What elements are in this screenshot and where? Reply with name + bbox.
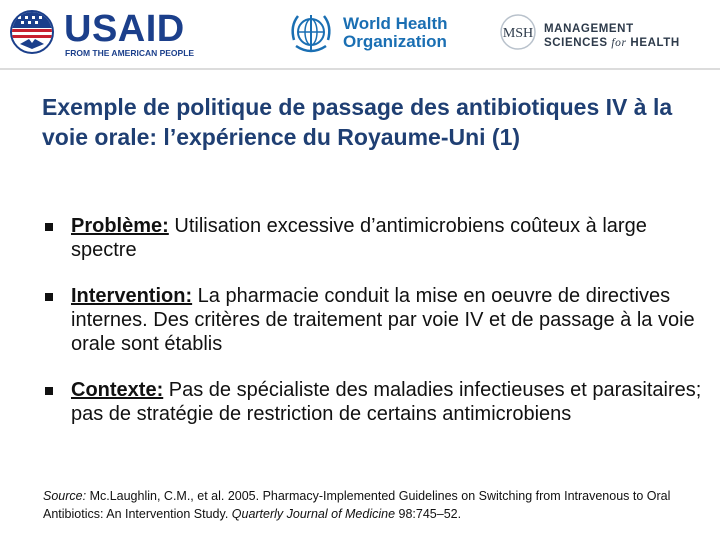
usaid-tagline: FROM THE AMERICAN PEOPLE [65,48,195,58]
msh-logo [498,12,698,52]
source-citation [43,487,703,523]
source-pages: 98:745–52. [395,507,462,521]
msh-mark-text: MSH [502,26,534,41]
logo-bar [0,0,720,66]
who-line-2: Organization [343,32,447,51]
msh-line-2-a: SCIENCES [544,36,612,49]
square-bullet-icon [45,387,53,395]
msh-wordmark [544,23,680,50]
source-journal: Quarterly Journal of Medicine [231,507,396,521]
who-wordmark [343,15,448,51]
square-bullet-icon [45,293,53,301]
source-label: Source: [43,489,87,503]
who-line-1: World Health [343,14,448,33]
usaid-wordmark: USAID [64,8,185,50]
bullet-label: Problème: [71,215,169,237]
bullet-label: Intervention: [71,285,193,307]
bullet-text: Utilisation excessive d’antimicrobiens coûteux à large spectre [71,215,647,261]
msh-line-1: MANAGEMENT [544,23,634,35]
slide-title: Exemple de politique de passage des antibiotiques IV à la voie orale: l’expérience du Royaume-Uni (1) [42,94,673,150]
bullet-text: La pharmacie conduit la mise en oeuvre de directives internes. Des critères de traitement par voie IV et de passage à la voie orale sont établis [71,285,695,355]
bullet-text: Pas de spécialiste des maladies infectieuses et parasitaires; pas de stratégie de restriction de certains antimicrobiens [71,379,702,425]
bullet-problem [44,214,704,262]
usaid-seal-icon [10,10,54,54]
who-emblem-icon [288,10,334,56]
msh-mark-icon [498,13,538,51]
msh-line-2 [544,37,680,51]
header-divider [0,68,720,70]
usaid-logo [10,8,195,58]
bullet-context [44,378,704,426]
bullet-list [44,214,704,448]
source-text: Mc.Laughlin, C.M., et al. 2005. Pharmacy-Implemented Guidelines on Switching from Intravenous to Oral Antibiotics: An Intervention Study. [43,489,671,521]
bullet-label: Contexte: [71,379,164,401]
msh-line-2-for: for [611,36,627,49]
who-logo [288,9,448,57]
bullet-intervention [44,284,704,356]
square-bullet-icon [45,223,53,231]
msh-line-2-b: HEALTH [626,36,680,49]
